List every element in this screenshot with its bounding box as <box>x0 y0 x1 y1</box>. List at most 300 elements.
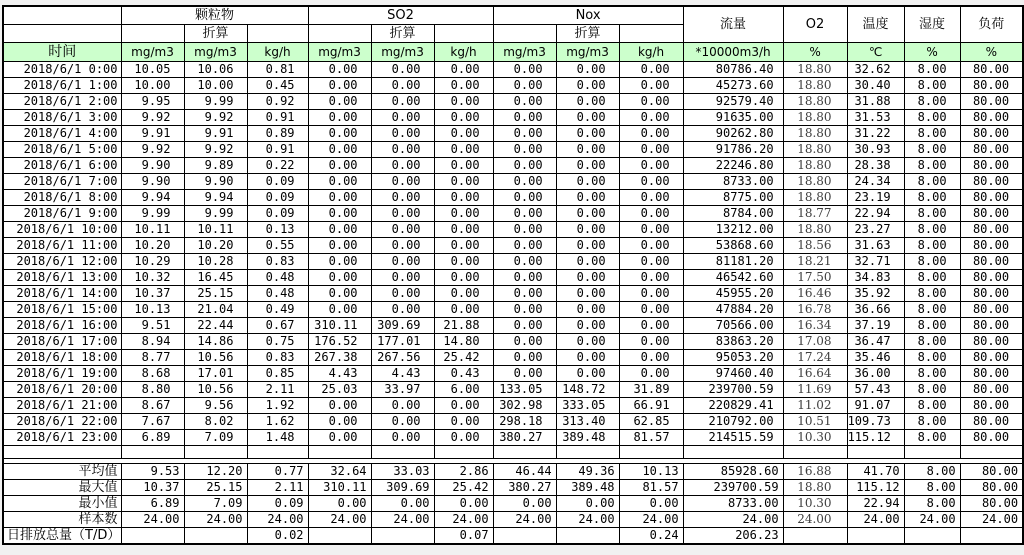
value-cell: 0.00 <box>308 78 371 94</box>
summary-value-cell: 12.20 <box>184 464 247 480</box>
value-cell: 0.55 <box>247 238 308 254</box>
value-cell: 177.01 <box>371 334 434 350</box>
value-cell: 10.37 <box>121 286 184 302</box>
summary-value-cell <box>904 528 960 545</box>
value-cell: 10.51 <box>783 414 847 430</box>
value-cell: 115.12 <box>847 430 904 446</box>
value-cell: 8.00 <box>904 302 960 318</box>
value-cell: 9.92 <box>121 142 184 158</box>
value-cell: 0.00 <box>308 398 371 414</box>
unit-nox-kgh: kg/h <box>619 43 683 62</box>
value-cell: 8.00 <box>904 190 960 206</box>
summary-value-cell: 0.24 <box>619 528 683 545</box>
table-row <box>3 398 1023 414</box>
unit-humidity-percent: % <box>904 43 960 62</box>
unit-pm-mgm3: mg/m3 <box>121 43 184 62</box>
time-cell: 2018/6/1 10:00 <box>3 222 121 238</box>
value-cell: 176.52 <box>308 334 371 350</box>
summary-value-cell <box>960 528 1023 545</box>
header-group-nox: Nox <box>493 6 683 25</box>
value-cell: 70566.00 <box>683 318 783 334</box>
table-row <box>3 254 1023 270</box>
value-cell: 17.08 <box>783 334 847 350</box>
value-cell: 0.00 <box>308 110 371 126</box>
value-cell: 0.00 <box>556 350 619 366</box>
summary-value-cell: 10.37 <box>121 480 184 496</box>
value-cell: 0.00 <box>371 126 434 142</box>
emissions-table <box>2 5 1024 545</box>
value-cell: 0.00 <box>619 62 683 78</box>
value-cell: 0.85 <box>247 366 308 382</box>
value-cell: 28.38 <box>847 158 904 174</box>
value-cell: 37.19 <box>847 318 904 334</box>
value-cell: 0.09 <box>247 206 308 222</box>
summary-rows <box>3 464 1023 545</box>
summary-value-cell: 0.07 <box>434 528 493 545</box>
unit-so2-mgm3: mg/m3 <box>308 43 371 62</box>
value-cell: 0.00 <box>371 238 434 254</box>
value-cell: 0.00 <box>434 94 493 110</box>
value-cell: 91786.20 <box>683 142 783 158</box>
value-cell: 16.34 <box>783 318 847 334</box>
value-cell: 0.00 <box>619 350 683 366</box>
value-cell: 8.00 <box>904 238 960 254</box>
summary-value-cell <box>308 528 371 545</box>
value-cell: 0.00 <box>308 414 371 430</box>
value-cell: 10.00 <box>121 78 184 94</box>
value-cell: 80.00 <box>960 206 1023 222</box>
value-cell: 0.00 <box>556 142 619 158</box>
value-cell: 8.00 <box>904 142 960 158</box>
value-cell: 83863.20 <box>683 334 783 350</box>
value-cell: 18.21 <box>783 254 847 270</box>
value-cell: 80.00 <box>960 286 1023 302</box>
header-blank <box>619 25 683 43</box>
value-cell: 9.92 <box>121 110 184 126</box>
summary-value-cell: 80.00 <box>960 480 1023 496</box>
value-cell: 0.00 <box>308 302 371 318</box>
blank-cell <box>434 446 493 459</box>
value-cell: 31.63 <box>847 238 904 254</box>
value-cell: 10.06 <box>184 62 247 78</box>
summary-value-cell: 24.00 <box>556 512 619 528</box>
value-cell: 0.00 <box>434 398 493 414</box>
value-cell: 9.94 <box>184 190 247 206</box>
value-cell: 1.92 <box>247 398 308 414</box>
value-cell: 0.00 <box>308 174 371 190</box>
summary-value-cell: 6.89 <box>121 496 184 512</box>
blank-cell <box>619 446 683 459</box>
time-cell: 2018/6/1 18:00 <box>3 350 121 366</box>
summary-value-cell: 24.00 <box>493 512 556 528</box>
summary-label: 最大值 <box>3 480 121 496</box>
value-cell: 66.91 <box>619 398 683 414</box>
time-cell: 2018/6/1 20:00 <box>3 382 121 398</box>
value-cell: 18.80 <box>783 190 847 206</box>
summary-value-cell: 8.00 <box>904 496 960 512</box>
value-cell: 8.77 <box>121 350 184 366</box>
value-cell: 0.00 <box>493 334 556 350</box>
value-cell: 95053.20 <box>683 350 783 366</box>
header-converted-pm: 折算 <box>184 25 247 43</box>
summary-value-cell <box>493 528 556 545</box>
summary-value-cell: 24.00 <box>960 512 1023 528</box>
value-cell: 30.40 <box>847 78 904 94</box>
summary-value-cell: 49.36 <box>556 464 619 480</box>
blank-cell <box>371 446 434 459</box>
value-cell: 0.00 <box>308 238 371 254</box>
value-cell: 30.93 <box>847 142 904 158</box>
value-cell: 0.00 <box>619 302 683 318</box>
value-cell: 0.00 <box>434 430 493 446</box>
time-cell: 2018/6/1 22:00 <box>3 414 121 430</box>
value-cell: 0.00 <box>371 222 434 238</box>
summary-value-cell <box>184 528 247 545</box>
value-cell: 35.46 <box>847 350 904 366</box>
value-cell: 0.00 <box>493 62 556 78</box>
value-cell: 0.00 <box>371 62 434 78</box>
header-group-particulate: 颗粒物 <box>121 6 308 25</box>
value-cell: 17.50 <box>783 270 847 286</box>
value-cell: 8.00 <box>904 286 960 302</box>
unit-pm-kgh: kg/h <box>247 43 308 62</box>
value-cell: 9.99 <box>184 94 247 110</box>
value-cell: 8.67 <box>121 398 184 414</box>
value-cell: 380.27 <box>493 430 556 446</box>
header-blank <box>121 25 184 43</box>
value-cell: 0.00 <box>371 398 434 414</box>
summary-value-cell: 24.00 <box>683 512 783 528</box>
value-cell: 57.43 <box>847 382 904 398</box>
time-cell: 2018/6/1 0:00 <box>3 62 121 78</box>
blank-cell <box>308 446 371 459</box>
value-cell: 45273.60 <box>683 78 783 94</box>
value-cell: 0.45 <box>247 78 308 94</box>
value-cell: 0.00 <box>619 222 683 238</box>
value-cell: 80.00 <box>960 94 1023 110</box>
value-cell: 0.00 <box>556 158 619 174</box>
header-load: 负荷 <box>960 6 1023 43</box>
value-cell: 0.43 <box>434 366 493 382</box>
value-cell: 0.00 <box>371 430 434 446</box>
value-cell: 267.56 <box>371 350 434 366</box>
header-blank <box>247 25 308 43</box>
summary-value-cell: 380.27 <box>493 480 556 496</box>
value-cell: 81181.20 <box>683 254 783 270</box>
value-cell: 9.51 <box>121 318 184 334</box>
value-cell: 0.00 <box>434 302 493 318</box>
value-cell: 0.00 <box>493 350 556 366</box>
value-cell: 32.71 <box>847 254 904 270</box>
value-cell: 0.00 <box>434 174 493 190</box>
separator-rows <box>3 446 1023 464</box>
unit-temperature-celsius: ℃ <box>847 43 904 62</box>
value-cell: 9.89 <box>184 158 247 174</box>
value-cell: 0.00 <box>434 126 493 142</box>
time-cell: 2018/6/1 15:00 <box>3 302 121 318</box>
value-cell: 8.80 <box>121 382 184 398</box>
value-cell: 0.00 <box>434 190 493 206</box>
value-cell: 9.90 <box>121 174 184 190</box>
table-row <box>3 190 1023 206</box>
blank-cell <box>247 446 308 459</box>
value-cell: 333.05 <box>556 398 619 414</box>
value-cell: 0.00 <box>619 366 683 382</box>
value-cell: 18.80 <box>783 222 847 238</box>
value-cell: 0.00 <box>434 286 493 302</box>
value-cell: 148.72 <box>556 382 619 398</box>
value-cell: 0.00 <box>493 126 556 142</box>
value-cell: 9.90 <box>184 174 247 190</box>
time-cell: 2018/6/1 13:00 <box>3 270 121 286</box>
value-cell: 18.80 <box>783 126 847 142</box>
table-row <box>3 414 1023 430</box>
value-cell: 91635.00 <box>683 110 783 126</box>
summary-value-cell: 85928.60 <box>683 464 783 480</box>
table-row <box>3 238 1023 254</box>
value-cell: 0.00 <box>556 366 619 382</box>
summary-value-cell: 2.86 <box>434 464 493 480</box>
summary-value-cell: 2.11 <box>247 480 308 496</box>
value-cell: 17.24 <box>783 350 847 366</box>
header-group-so2: SO2 <box>308 6 493 25</box>
value-cell: 0.09 <box>247 190 308 206</box>
summary-value-cell: 24.00 <box>434 512 493 528</box>
summary-value-cell: 8.00 <box>904 480 960 496</box>
value-cell: 17.01 <box>184 366 247 382</box>
time-cell: 2018/6/1 5:00 <box>3 142 121 158</box>
value-cell: 92579.40 <box>683 94 783 110</box>
value-cell: 11.69 <box>783 382 847 398</box>
value-cell: 0.00 <box>619 126 683 142</box>
value-cell: 10.29 <box>121 254 184 270</box>
header-converted-so2: 折算 <box>371 25 434 43</box>
summary-label: 日排放总量（T/D） <box>3 528 121 545</box>
summary-value-cell: 25.42 <box>434 480 493 496</box>
value-cell: 18.56 <box>783 238 847 254</box>
value-cell: 0.00 <box>308 206 371 222</box>
value-cell: 0.00 <box>493 286 556 302</box>
value-cell: 0.00 <box>556 110 619 126</box>
time-cell: 2018/6/1 4:00 <box>3 126 121 142</box>
value-cell: 0.48 <box>247 286 308 302</box>
header-time-label: 时间 <box>3 43 121 62</box>
value-cell: 91.07 <box>847 398 904 414</box>
table-row <box>3 222 1023 238</box>
summary-value-cell: 33.03 <box>371 464 434 480</box>
value-cell: 18.80 <box>783 78 847 94</box>
time-cell: 2018/6/1 1:00 <box>3 78 121 94</box>
value-cell: 0.00 <box>556 286 619 302</box>
unit-o2-percent: % <box>783 43 847 62</box>
blank-cell <box>556 446 619 459</box>
value-cell: 0.00 <box>434 158 493 174</box>
value-cell: 10.11 <box>121 222 184 238</box>
value-cell: 24.34 <box>847 174 904 190</box>
header-converted-nox: 折算 <box>556 25 619 43</box>
value-cell: 18.77 <box>783 206 847 222</box>
value-cell: 0.00 <box>556 254 619 270</box>
value-cell: 0.75 <box>247 334 308 350</box>
value-cell: 0.13 <box>247 222 308 238</box>
time-cell: 2018/6/1 2:00 <box>3 94 121 110</box>
value-cell: 0.00 <box>493 238 556 254</box>
summary-value-cell <box>783 528 847 545</box>
summary-value-cell: 24.00 <box>847 512 904 528</box>
value-cell: 8.00 <box>904 270 960 286</box>
summary-value-cell: 24.00 <box>184 512 247 528</box>
value-cell: 18.80 <box>783 142 847 158</box>
value-cell: 9.94 <box>121 190 184 206</box>
value-cell: 309.69 <box>371 318 434 334</box>
value-cell: 36.00 <box>847 366 904 382</box>
value-cell: 25.15 <box>184 286 247 302</box>
value-cell: 1.62 <box>247 414 308 430</box>
value-cell: 0.00 <box>493 158 556 174</box>
value-cell: 9.95 <box>121 94 184 110</box>
value-cell: 1.48 <box>247 430 308 446</box>
blank-cell <box>184 446 247 459</box>
value-cell: 0.00 <box>493 222 556 238</box>
summary-value-cell: 7.09 <box>184 496 247 512</box>
summary-value-cell: 16.88 <box>783 464 847 480</box>
value-cell: 13212.00 <box>683 222 783 238</box>
value-cell: 14.80 <box>434 334 493 350</box>
summary-value-cell: 389.48 <box>556 480 619 496</box>
value-cell: 0.00 <box>371 286 434 302</box>
value-cell: 80.00 <box>960 190 1023 206</box>
value-cell: 47884.20 <box>683 302 783 318</box>
summary-value-cell: 32.64 <box>308 464 371 480</box>
value-cell: 0.00 <box>434 110 493 126</box>
value-cell: 0.00 <box>308 94 371 110</box>
value-cell: 10.30 <box>783 430 847 446</box>
value-cell: 0.00 <box>619 110 683 126</box>
value-cell: 0.00 <box>308 190 371 206</box>
summary-row <box>3 464 1023 480</box>
value-cell: 0.00 <box>556 190 619 206</box>
value-cell: 9.91 <box>121 126 184 142</box>
unit-pm-converted-mgm3: mg/m3 <box>184 43 247 62</box>
value-cell: 80.00 <box>960 142 1023 158</box>
value-cell: 80.00 <box>960 318 1023 334</box>
summary-row <box>3 528 1023 545</box>
summary-label: 平均值 <box>3 464 121 480</box>
value-cell: 80.00 <box>960 350 1023 366</box>
value-cell: 0.00 <box>619 318 683 334</box>
value-cell: 16.78 <box>783 302 847 318</box>
table-row <box>3 62 1023 78</box>
value-cell: 0.00 <box>434 414 493 430</box>
summary-value-cell: 0.00 <box>434 496 493 512</box>
summary-value-cell: 0.00 <box>371 496 434 512</box>
time-cell: 2018/6/1 12:00 <box>3 254 121 270</box>
summary-value-cell: 0.00 <box>619 496 683 512</box>
table-row <box>3 302 1023 318</box>
value-cell: 0.00 <box>493 206 556 222</box>
value-cell: 80.00 <box>960 254 1023 270</box>
value-cell: 8.00 <box>904 382 960 398</box>
value-cell: 0.00 <box>371 414 434 430</box>
value-cell: 0.83 <box>247 350 308 366</box>
value-cell: 239700.59 <box>683 382 783 398</box>
value-cell: 80.00 <box>960 366 1023 382</box>
summary-row <box>3 480 1023 496</box>
value-cell: 0.49 <box>247 302 308 318</box>
summary-value-cell: 0.00 <box>308 496 371 512</box>
summary-label: 最小值 <box>3 496 121 512</box>
value-cell: 10.13 <box>121 302 184 318</box>
summary-value-cell <box>847 528 904 545</box>
summary-value-cell: 0.77 <box>247 464 308 480</box>
header-time-blank <box>3 6 121 25</box>
value-cell: 7.67 <box>121 414 184 430</box>
value-cell: 0.00 <box>371 206 434 222</box>
unit-so2-converted-mgm3: mg/m3 <box>371 43 434 62</box>
summary-value-cell <box>121 528 184 545</box>
value-cell: 23.19 <box>847 190 904 206</box>
value-cell: 18.80 <box>783 94 847 110</box>
value-cell: 109.73 <box>847 414 904 430</box>
time-cell: 2018/6/1 6:00 <box>3 158 121 174</box>
value-cell: 45955.20 <box>683 286 783 302</box>
value-cell: 0.00 <box>308 430 371 446</box>
value-cell: 8.00 <box>904 366 960 382</box>
value-cell: 0.00 <box>619 286 683 302</box>
value-cell: 34.83 <box>847 270 904 286</box>
value-cell: 10.05 <box>121 62 184 78</box>
summary-value-cell: 9.53 <box>121 464 184 480</box>
unit-nox-mgm3: mg/m3 <box>493 43 556 62</box>
value-cell: 0.00 <box>308 286 371 302</box>
value-cell: 81.57 <box>619 430 683 446</box>
value-cell: 53868.60 <box>683 238 783 254</box>
summary-value-cell: 10.13 <box>619 464 683 480</box>
value-cell: 8.68 <box>121 366 184 382</box>
value-cell: 0.91 <box>247 110 308 126</box>
value-cell: 22246.80 <box>683 158 783 174</box>
table-row <box>3 94 1023 110</box>
value-cell: 0.00 <box>493 78 556 94</box>
value-cell: 8.00 <box>904 94 960 110</box>
value-cell: 8.00 <box>904 318 960 334</box>
value-cell: 8733.00 <box>683 174 783 190</box>
time-cell: 2018/6/1 8:00 <box>3 190 121 206</box>
value-cell: 8.00 <box>904 430 960 446</box>
value-cell: 220829.41 <box>683 398 783 414</box>
value-cell: 80.00 <box>960 158 1023 174</box>
value-cell: 8.00 <box>904 350 960 366</box>
value-cell: 0.00 <box>493 302 556 318</box>
header-units-row <box>3 43 1023 62</box>
value-cell: 0.00 <box>434 222 493 238</box>
summary-value-cell: 309.69 <box>371 480 434 496</box>
value-cell: 16.64 <box>783 366 847 382</box>
value-cell: 0.00 <box>556 302 619 318</box>
value-cell: 0.00 <box>619 78 683 94</box>
summary-value-cell: 80.00 <box>960 464 1023 480</box>
summary-value-cell: 0.09 <box>247 496 308 512</box>
value-cell: 4.43 <box>308 366 371 382</box>
value-cell: 0.00 <box>556 126 619 142</box>
table-row <box>3 206 1023 222</box>
value-cell: 8.94 <box>121 334 184 350</box>
value-cell: 18.80 <box>783 110 847 126</box>
value-cell: 80.00 <box>960 174 1023 190</box>
value-cell: 0.00 <box>493 174 556 190</box>
value-cell: 6.89 <box>121 430 184 446</box>
summary-row <box>3 512 1023 528</box>
